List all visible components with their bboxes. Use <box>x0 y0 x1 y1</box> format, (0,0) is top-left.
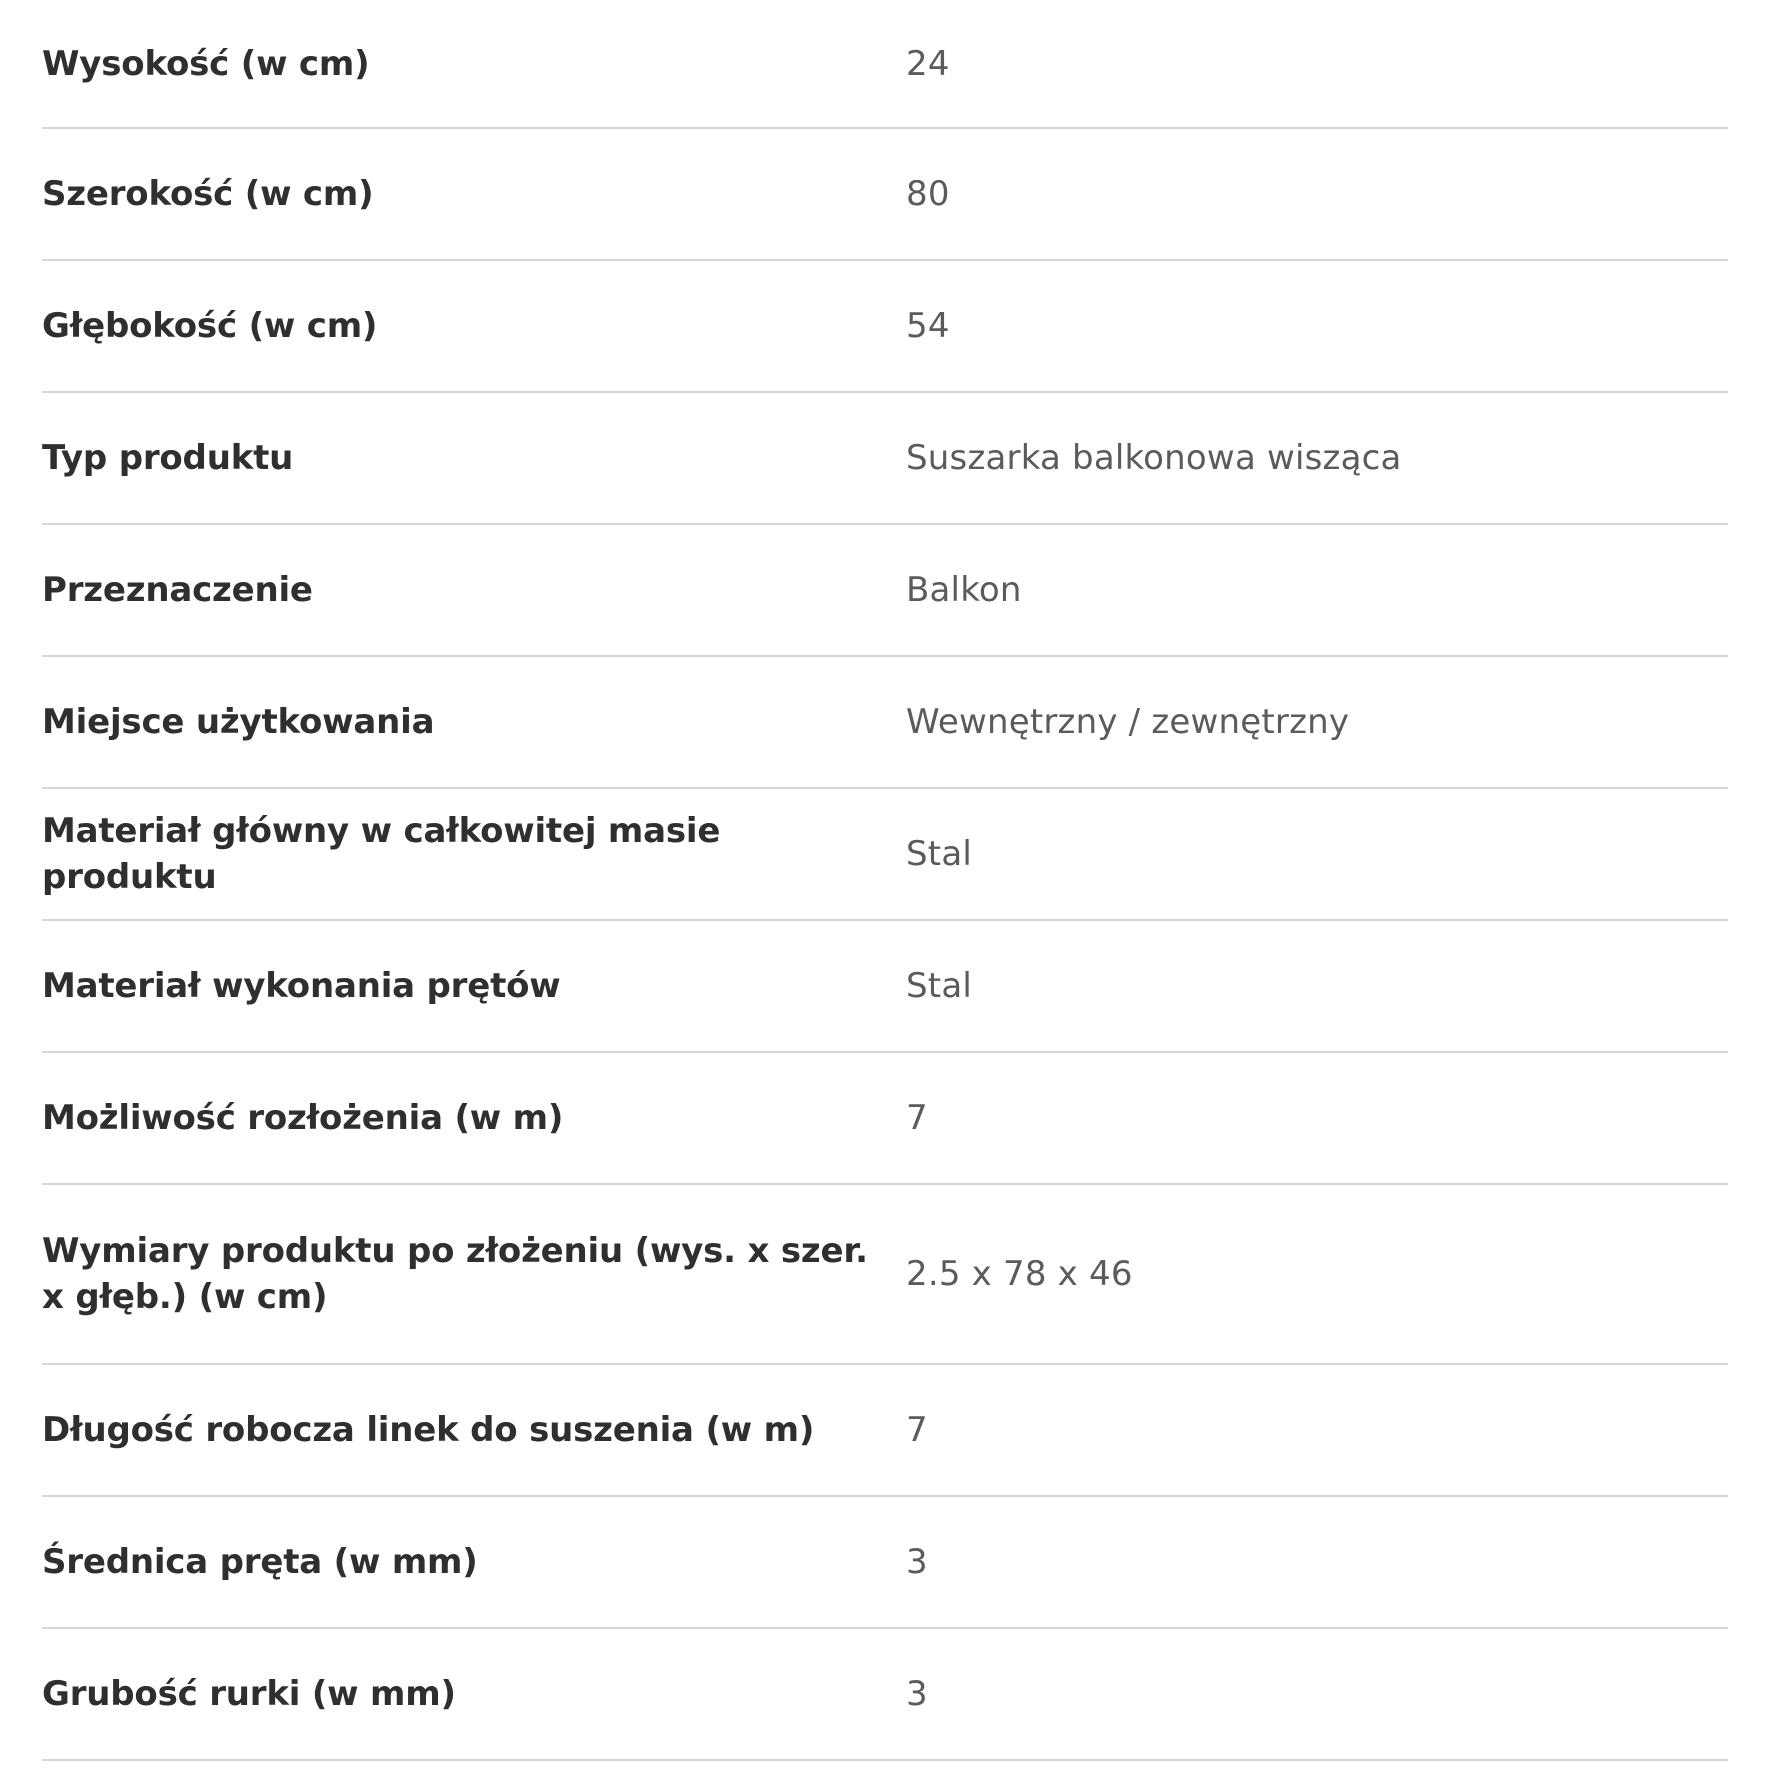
spec-label: Typ produktu <box>42 438 294 478</box>
spec-row-width <box>42 129 1728 261</box>
spec-row-main-material <box>42 789 1728 921</box>
spec-row-place-of-use <box>42 657 1728 789</box>
spec-row-purpose <box>42 525 1728 657</box>
spec-row-folded-dimensions <box>42 1185 1728 1365</box>
spec-value: 7 <box>906 1098 928 1138</box>
spec-value: Suszarka balkonowa wisząca <box>906 438 1402 478</box>
spec-label: Miejsce użytkowania <box>42 702 435 742</box>
spec-value: 3 <box>906 1542 928 1582</box>
spec-value: 7 <box>906 1410 928 1450</box>
spec-label: Wysokość (w cm) <box>42 43 370 84</box>
spec-row-product-type <box>42 393 1728 525</box>
spec-value: Wewnętrzny / zewnętrzny <box>906 702 1350 742</box>
spec-value: Stal <box>906 834 972 874</box>
spec-value: Balkon <box>906 570 1022 610</box>
spec-value: 80 <box>906 174 950 214</box>
spec-row-unfold-length <box>42 1053 1728 1185</box>
spec-label: Średnica pręta (w mm) <box>42 1542 478 1582</box>
spec-label: Przeznaczenie <box>42 570 313 610</box>
specifications-table <box>42 0 1728 1761</box>
spec-row-depth <box>42 261 1728 393</box>
spec-label: Materiał wykonania prętów <box>42 966 561 1006</box>
spec-value: 2.5 x 78 x 46 <box>906 1254 1133 1294</box>
spec-label: Wymiary produktu po złożeniu (wys. x szer. x głęb.) (w cm) <box>42 1231 868 1317</box>
spec-label: Szerokość (w cm) <box>42 174 374 214</box>
spec-label: Możliwość rozłożenia (w m) <box>42 1098 564 1138</box>
spec-row-line-length <box>42 1365 1728 1497</box>
spec-label: Grubość rurki (w mm) <box>42 1674 456 1714</box>
spec-row-height <box>42 0 1728 129</box>
spec-row-rod-diameter <box>42 1497 1728 1629</box>
spec-value: Stal <box>906 966 972 1006</box>
spec-label: Długość robocza linek do suszenia (w m) <box>42 1410 815 1450</box>
spec-row-rod-material <box>42 921 1728 1053</box>
spec-row-tube-thickness <box>42 1629 1728 1761</box>
spec-value: 24 <box>906 43 950 84</box>
spec-value: 3 <box>906 1674 928 1714</box>
spec-label: Materiał główny w całkowitej masie produktu <box>42 811 721 897</box>
spec-value: 54 <box>906 306 950 346</box>
spec-label: Głębokość (w cm) <box>42 306 378 346</box>
